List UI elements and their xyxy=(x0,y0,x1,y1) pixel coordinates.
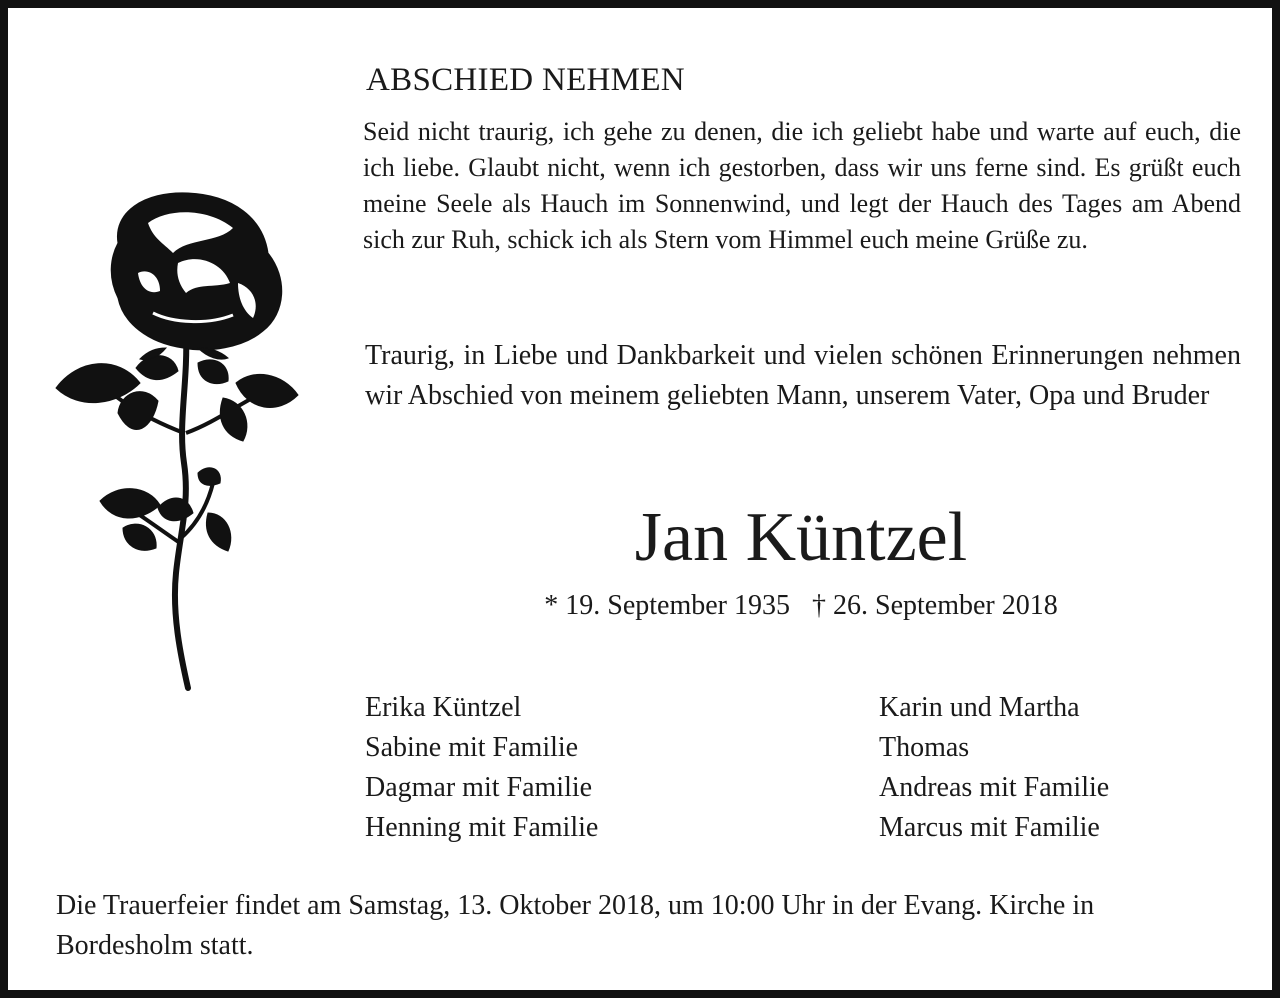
mourner-item: Sabine mit Familie xyxy=(365,732,579,763)
mourner-item: Andreas mit Familie xyxy=(879,772,1110,803)
poem-text: Seid nicht traurig, ich gehe zu denen, die ich geliebt habe und warte auf euch, die ich liebe. Glaubt nicht, wenn ich gestorben, dass wir uns ferne sind. Es grüßt euch meine Seele als Hauch im Sonnenwind, und legt der Hauch des Tages am Abend sich zur Ruh, schick ich als Stern vom Himmel euch meine Grüße zu. xyxy=(363,117,1241,254)
mourner-item: Erika Küntzel xyxy=(365,692,522,723)
rose-icon xyxy=(48,183,308,693)
mourners-left-list xyxy=(365,688,598,848)
funeral-info: Die Trauerfeier findet am Samstag, 13. Oktober 2018, um 10:00 Uhr in der Evang. Kirche in Bordesholm statt. xyxy=(56,890,1095,961)
mourners-right-list xyxy=(879,688,1109,848)
death-date: † 26. September 2018 xyxy=(812,590,1058,621)
mourner-item: Dagmar mit Familie xyxy=(365,772,593,803)
mourner-item: Marcus mit Familie xyxy=(879,812,1100,843)
birth-date: * 19. September 1935 xyxy=(544,590,790,621)
mourner-item: Henning mit Familie xyxy=(365,812,599,843)
mourner-item: Thomas xyxy=(879,732,970,763)
mourner-item: Karin und Martha xyxy=(879,692,1080,723)
intro-text: Traurig, in Liebe und Dankbarkeit und vielen schönen Erinnerungen nehmen wir Abschied von meinem geliebten Mann, unserem Vater, Opa und Bruder xyxy=(365,340,1241,411)
life-dates xyxy=(366,586,1236,626)
deceased-name: Jan Küntzel xyxy=(634,499,968,576)
heading: ABSCHIED NEHMEN xyxy=(366,62,685,98)
